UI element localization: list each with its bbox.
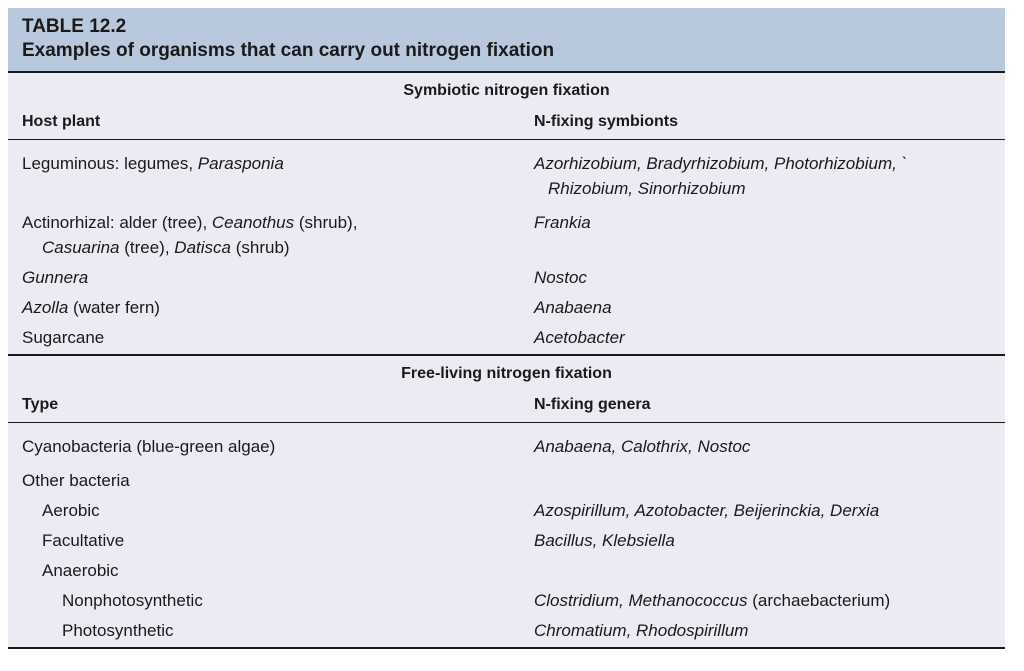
host-cell xyxy=(8,295,534,320)
column-header-host-plant: Host plant xyxy=(22,113,101,130)
table-row xyxy=(8,558,1005,583)
cell-text-italic: Ceanothus xyxy=(211,213,295,232)
table-row xyxy=(8,588,1005,613)
genera-cell xyxy=(534,618,1005,643)
cell-text-italic: Datisca xyxy=(174,238,231,257)
cell-text-italic: Bacillus, Klebsiella xyxy=(534,531,675,550)
symbiont-cell xyxy=(534,325,1005,350)
column-header-symbionts: N-fixing symbionts xyxy=(534,113,679,130)
host-cell xyxy=(8,325,534,350)
table-row xyxy=(8,325,1005,350)
cell-text-italic: Nostoc xyxy=(534,268,587,287)
cell-text-italic: Frankia xyxy=(534,213,591,232)
cell-text: Leguminous: legumes, xyxy=(22,154,198,173)
cell-text: (shrub) xyxy=(230,238,290,257)
cell-text-italic: Azorhizobium, Bradyrhizobium, Photorhizobium, ` xyxy=(534,154,908,173)
genera-cell xyxy=(534,588,1005,613)
column-header-row xyxy=(8,388,1005,423)
table-row xyxy=(8,151,1005,201)
cell-text-italic: Acetobacter xyxy=(534,328,625,347)
table-row xyxy=(8,528,1005,553)
table-row xyxy=(8,618,1005,643)
table-row xyxy=(8,498,1005,523)
symbiont-cell xyxy=(534,295,1005,320)
free-living-rows xyxy=(8,423,1005,647)
column-header-genera: N-fixing genera xyxy=(534,396,651,413)
cell-text-italic: Chromatium, Rhodospirillum xyxy=(534,621,749,640)
type-cell: Anaerobic xyxy=(42,561,119,580)
symbiont-cell xyxy=(534,210,1005,260)
genera-cell xyxy=(534,558,1005,583)
cell-text-italic: Clostridium, Methanococcus xyxy=(534,591,748,610)
type-cell: Photosynthetic xyxy=(62,621,174,640)
cell-text: (water fern) xyxy=(68,298,160,317)
type-cell: Nonphotosynthetic xyxy=(62,591,203,610)
cell-text-italic: Azolla xyxy=(22,298,69,317)
type-cell: Cyanobacteria (blue-green algae) xyxy=(22,437,276,456)
cell-continuation xyxy=(22,235,534,260)
host-cell xyxy=(8,265,534,290)
symbiont-cell xyxy=(534,151,1005,201)
symbiotic-rows xyxy=(8,140,1005,354)
cell-text-italic: Azospirillum, Azotobacter, Beijerinckia, Derxia xyxy=(534,501,880,520)
cell-text-italic: Gunnera xyxy=(22,268,89,287)
cell-text-italic: Parasponia xyxy=(197,154,284,173)
genera-cell xyxy=(534,434,1005,459)
cell-text: (archaebacterium) xyxy=(747,591,891,610)
column-header-row xyxy=(8,105,1005,140)
cell-text: Sugarcane xyxy=(22,328,105,347)
section-title-free-living: Free-living nitrogen fixation xyxy=(401,365,612,382)
table-row xyxy=(8,265,1005,290)
table-caption: Examples of organisms that can carry out nitrogen fixation xyxy=(22,40,555,61)
cell-text-italic: Anabaena xyxy=(534,298,612,317)
table-title-bar xyxy=(8,8,1005,73)
data-table xyxy=(8,8,1005,649)
table-row xyxy=(8,434,1005,459)
cell-text-italic: Casuarina xyxy=(42,238,120,257)
table-row xyxy=(8,468,1005,493)
host-cell xyxy=(8,151,534,201)
table-row xyxy=(8,210,1005,260)
section-title-symbiotic: Symbiotic nitrogen fixation xyxy=(403,82,610,99)
cell-text: (shrub), xyxy=(294,213,358,232)
table-number: TABLE 12.2 xyxy=(22,16,127,37)
table-row xyxy=(8,295,1005,320)
genera-cell xyxy=(534,468,1005,493)
genera-cell xyxy=(534,528,1005,553)
type-cell: Aerobic xyxy=(42,501,100,520)
type-cell: Other bacteria xyxy=(22,471,130,490)
type-cell: Facultative xyxy=(42,531,125,550)
cell-text-italic: Rhizobium, Sinorhizobium xyxy=(548,179,746,198)
symbiont-cell xyxy=(534,265,1005,290)
cell-text: (tree), xyxy=(119,238,175,257)
host-cell xyxy=(8,210,534,260)
column-header-type: Type xyxy=(22,396,59,413)
cell-text: Actinorhizal: alder (tree), xyxy=(22,213,212,232)
cell-text-italic: Anabaena, Calothrix, Nostoc xyxy=(534,437,751,456)
genera-cell xyxy=(534,498,1005,523)
